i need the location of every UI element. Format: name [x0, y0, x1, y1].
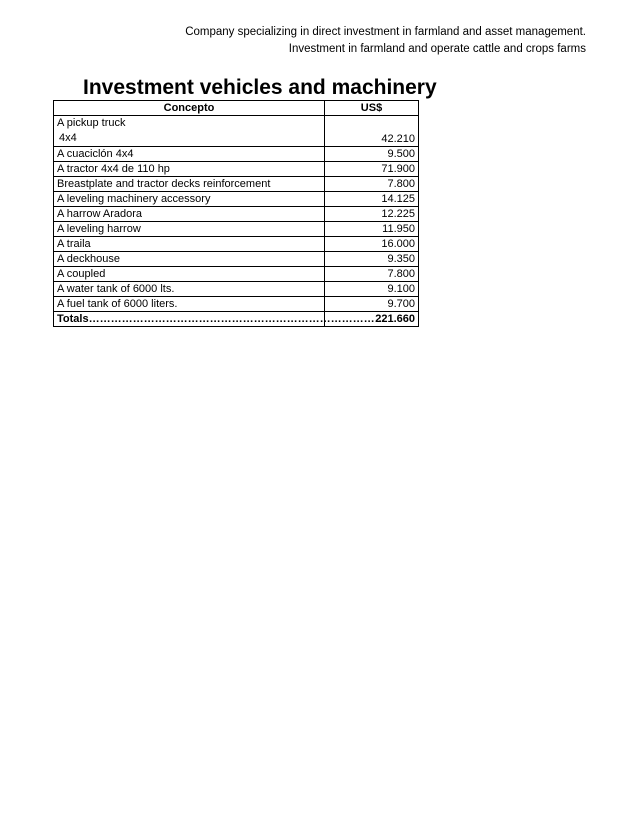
header-line-2: Investment in farmland and operate cattle and crops farms — [288, 43, 586, 55]
value-cell: 14.125 — [325, 192, 419, 207]
value-cell: 11.950 — [325, 222, 419, 237]
concept-cell: A traila — [54, 237, 325, 252]
concept-cell: A harrow Aradora — [54, 207, 325, 222]
concept-cell: A water tank of 6000 lts. — [54, 282, 325, 297]
table-row — [54, 237, 419, 252]
value-cell: 7.800 — [325, 267, 419, 282]
concept-cell: A leveling machinery accessory — [54, 192, 325, 207]
table-row — [54, 267, 419, 282]
column-header-concept: Concepto — [54, 101, 325, 116]
value-cell: 42.210 — [325, 116, 419, 147]
investment-table — [53, 100, 419, 327]
table-row — [54, 162, 419, 177]
table-row — [54, 116, 419, 147]
concept-cell: A deckhouse — [54, 252, 325, 267]
header-line-1: Company specializing in direct investment in farmland and asset management. — [185, 26, 586, 38]
table-row — [54, 177, 419, 192]
concept-cell: Breastplate and tractor decks reinforcement — [54, 177, 325, 192]
table-row — [54, 192, 419, 207]
value-cell: 9.700 — [325, 297, 419, 312]
page-title: Investment vehicles and machinery — [83, 76, 437, 99]
concept-cell: A cuaciclón 4x4 — [54, 147, 325, 162]
table-row — [54, 147, 419, 162]
table-row — [54, 207, 419, 222]
totals-value: 221.660 — [325, 312, 419, 327]
value-cell: 9.350 — [325, 252, 419, 267]
concept-cell: A leveling harrow — [54, 222, 325, 237]
value-cell: 12.225 — [325, 207, 419, 222]
value-cell: 9.500 — [325, 147, 419, 162]
totals-row — [54, 312, 419, 327]
concept-cell: A coupled — [54, 267, 325, 282]
concept-line-1: A pickup truck — [57, 117, 126, 129]
value-cell: 16.000 — [325, 237, 419, 252]
column-header-usd: US$ — [325, 101, 419, 116]
value-cell: 71.900 — [325, 162, 419, 177]
concept-cell — [54, 116, 325, 147]
table-row — [54, 222, 419, 237]
concept-cell: A tractor 4x4 de 110 hp — [54, 162, 325, 177]
table-row — [54, 297, 419, 312]
table-row — [54, 252, 419, 267]
page-header — [185, 24, 586, 58]
value-cell: 7.800 — [325, 177, 419, 192]
table-header-row — [54, 101, 419, 116]
concept-cell: A fuel tank of 6000 liters. — [54, 297, 325, 312]
concept-line-2: 4x4 — [59, 132, 77, 144]
value-cell: 9.100 — [325, 282, 419, 297]
totals-label: Totals……………………………………………………………………… — [54, 312, 325, 327]
table-row — [54, 282, 419, 297]
